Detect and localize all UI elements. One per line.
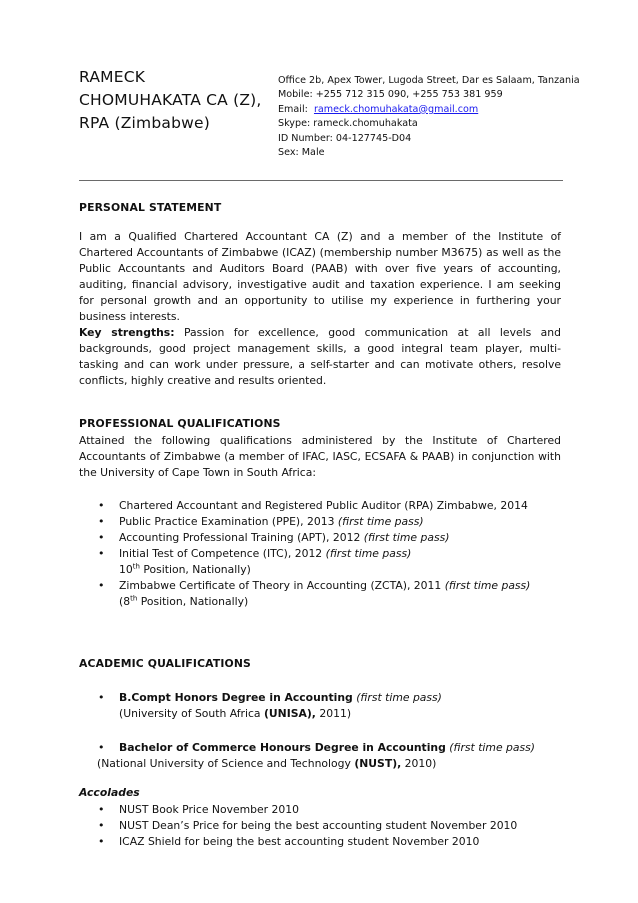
professional-list [98, 498, 530, 610]
list-item: • Public Practice Examination (PPE), 2013 (first time pass) [98, 514, 530, 530]
ranking: 10th Position, Nationally) [119, 562, 251, 576]
key-strengths [79, 325, 561, 389]
institution: (University of South Africa (UNISA), 2011) [119, 707, 352, 720]
list-item: • B.Compt Honors Degree in Accounting (first time pass) (University of South Africa (UNISA), 2011) [98, 690, 442, 722]
list-item: • Zimbabwe Certificate of Theory in Accounting (ZCTA), 2011 (first time pass) (8th Position, Nationally) [98, 578, 530, 610]
key-strengths-body: Passion for excellence, good communication at all levels and backgrounds, good project management skills, a good integral team player, multi-tasking and can work under pressure, a self-starter and can motivate others, resolve conflicts, highly creative and results oriented. [79, 326, 561, 387]
accolades-list [98, 802, 517, 850]
email-link[interactable]: rameck.chomuhakata@gmail.com [313, 103, 479, 115]
list-item: • Bachelor of Commerce Honours Degree in Accounting (first time pass) [98, 740, 535, 756]
candidate-name [79, 66, 269, 135]
header-divider [79, 180, 563, 181]
personal-statement-body: I am a Qualified Chartered Accountant CA (Z) and a member of the Institute of Chartered Accountants of Zimbabwe (ICAZ) (membership number M3675) as well as the Public Accountants and Auditors Board (PAAB) with over five years of accounting, auditing, financial advisory, investigative audit and taxation experience. I am seeking for personal growth and an opportunity to utilise my experience in furthering your business interests. [79, 230, 561, 323]
ranking: (8th Position, Nationally) [119, 594, 249, 608]
mobile: Mobile: +255 712 315 090, +255 753 381 959 [278, 89, 503, 101]
academic-degree-2 [98, 740, 535, 756]
professional-heading: PROFESSIONAL QUALIFICATIONS [79, 417, 281, 430]
list-item: • Chartered Accountant and Registered Public Auditor (RPA) Zimbabwe, 2014 [98, 498, 530, 514]
academic-degree-1 [98, 690, 442, 722]
professional-intro: Attained the following qualifications administered by the Institute of Chartered Accountants of Zimbabwe (a member of IFAC, IASC, ECSAFA & PAAB) in conjunction with the University of Cape Town in South Africa: [79, 434, 561, 479]
id-number: ID Number: 04-127745-D04 [278, 132, 412, 144]
academic-heading: ACADEMIC QUALIFICATIONS [79, 657, 251, 670]
personal-statement-heading: PERSONAL STATEMENT [79, 201, 222, 214]
email-label: Email: [278, 103, 308, 115]
list-item: • Accounting Professional Training (APT), 2012 (first time pass) [98, 530, 530, 546]
email-line [278, 103, 618, 117]
institution: (National University of Science and Technology (NUST), 2010) [97, 757, 437, 770]
name-line-2: CHOMUHAKATA CA (Z), [79, 91, 262, 109]
list-item: • NUST Book Price November 2010 [98, 802, 517, 818]
name-line-1: RAMECK [79, 68, 146, 86]
key-strengths-label: Key strengths: [79, 326, 175, 339]
skype: Skype: rameck.chomuhakata [278, 118, 418, 130]
contact-block [278, 74, 618, 160]
name-line-3: RPA (Zimbabwe) [79, 114, 210, 132]
list-item: • ICAZ Shield for being the best accounting student November 2010 [98, 834, 517, 850]
list-item: • NUST Dean’s Price for being the best accounting student November 2010 [98, 818, 517, 834]
accolades-heading: Accolades [79, 786, 140, 799]
sex: Sex: Male [278, 147, 325, 159]
address: Office 2b, Apex Tower, Lugoda Street, Dar es Salaam, Tanzania [278, 75, 580, 86]
list-item: • Initial Test of Competence (ITC), 2012 (first time pass) 10th Position, Nationally) [98, 546, 530, 578]
